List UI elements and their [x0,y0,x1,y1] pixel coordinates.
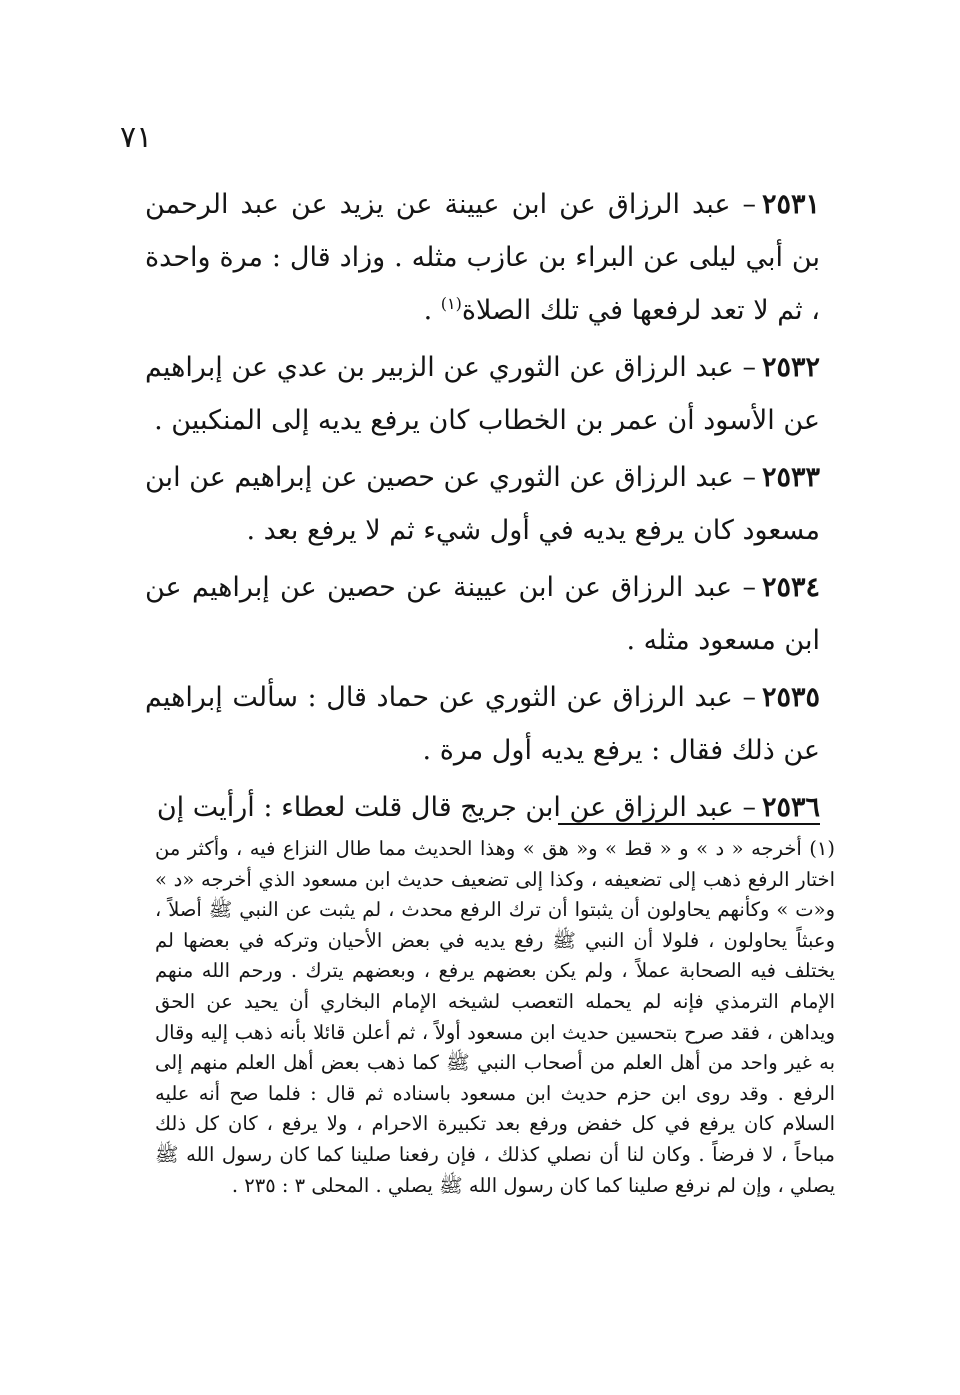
hadith-number: ٢٥٣١ [761,189,820,220]
hadith-text: – عبد الرزاق عن ابن عيينة عن يزيد عن عبد الرحمن بن أبي ليلى عن البراء بن عازب مثله . وزاد قال : مرة واحدة ، ثم لا تعد لرفعها في تلك الصلاة [145,189,820,326]
footnote-divider [558,823,820,825]
hadith-number: ٢٥٣٣ [761,462,820,493]
hadith-tail: . [423,295,441,326]
hadith-2533 [145,451,820,557]
hadith-2536 [145,781,820,834]
hadith-number: ٢٥٣٢ [761,352,820,383]
hadith-2535 [145,671,820,777]
hadith-text: – عبد الرزاق عن الثوري عن حصين عن إبراهيم عن ابن مسعود كان يرفع يديه في أول شيء ثم لا يرفع بعد . [145,462,820,546]
footnote [155,834,835,1201]
hadith-2531 [145,178,820,337]
hadith-text: – عبد الرزاق عن الثوري عن حماد قال : سألت إبراهيم عن ذلك فقال : يرفع يديه أول مرة . [145,682,820,766]
hadith-text: – عبد الرزاق عن الثوري عن الزبير بن عدي عن إبراهيم عن الأسود أن عمر بن الخطاب كان يرفع يديه إلى المنكبين . [145,352,820,436]
hadith-text: – عبد الرزاق عن ابن عيينة عن حصين عن إبراهيم عن ابن مسعود مثله . [145,572,820,656]
hadith-list [145,178,820,838]
hadith-2534 [145,561,820,667]
hadith-number: ٢٥٣٦ [761,792,820,823]
footnote-text: (١) أخرجه « د » و « قط » و« هق » وهذا الحديث مما طال النزاع فيه ، وأكثر من اختار الرفع ذهب إلى تضعيفه ، وكذا إلى تضعيف حديث ابن مسعود الذي أخرجه «د » و«ت » وكأنهم يحاولون أن يثبتوا أن ترك الرفع محدث ، لم يثبت عن النبي ﷺ أصلاً ، وعبثاً يحاولون ، فلولا أن النبي ﷺ رفع يديه في بعض الأحيان وتركه في بعضها لم يختلف فيه الصحابة عملاً ، ولم يكن بعضهم يرفع ، وبعضهم يترك . ورحم الله منهم الإمام الترمذي فإنه لم يحمله التعصب لشيخه الإمام البخاري أن يحيد عن الحق ويداهن ، فقد صرح بتحسين حديث ابن مسعود أولاً ، ثم أعلن قائلا بأنه ذهب إليه وقال به غير واحد من أهل العلم من أصحاب النبي ﷺ كما ذهب بعض أهل العلم منهم إلى الرفع . وقد روى ابن حزم حديث ابن مسعود باسناده ثم قال : فلما صح أنه عليه السلام كان يرفع في كل خفض ورفع بعد تكبيرة الاحرام ، ولا يرفع ، كان كل ذلك مباحاً ، لا فرضاً . وكان لنا أن نصلي كذلك ، فإن رفعنا صلينا كما كان رسول الله ﷺ يصلي ، وإن لم نرفع صلينا كما كان رسول الله ﷺ يصلي . المحلى ٣ : ٢٣٥ . [155,837,835,1197]
page-number: ٧١ [120,120,153,155]
hadith-number: ٢٥٣٤ [761,572,820,603]
hadith-text: – عبد الرزاق عن ابن جريج قال قلت لعطاء : أرأيت إن [156,792,756,823]
footnote-marker[interactable]: (١) [440,294,462,313]
hadith-2532 [145,341,820,447]
hadith-number: ٢٥٣٥ [761,682,820,713]
